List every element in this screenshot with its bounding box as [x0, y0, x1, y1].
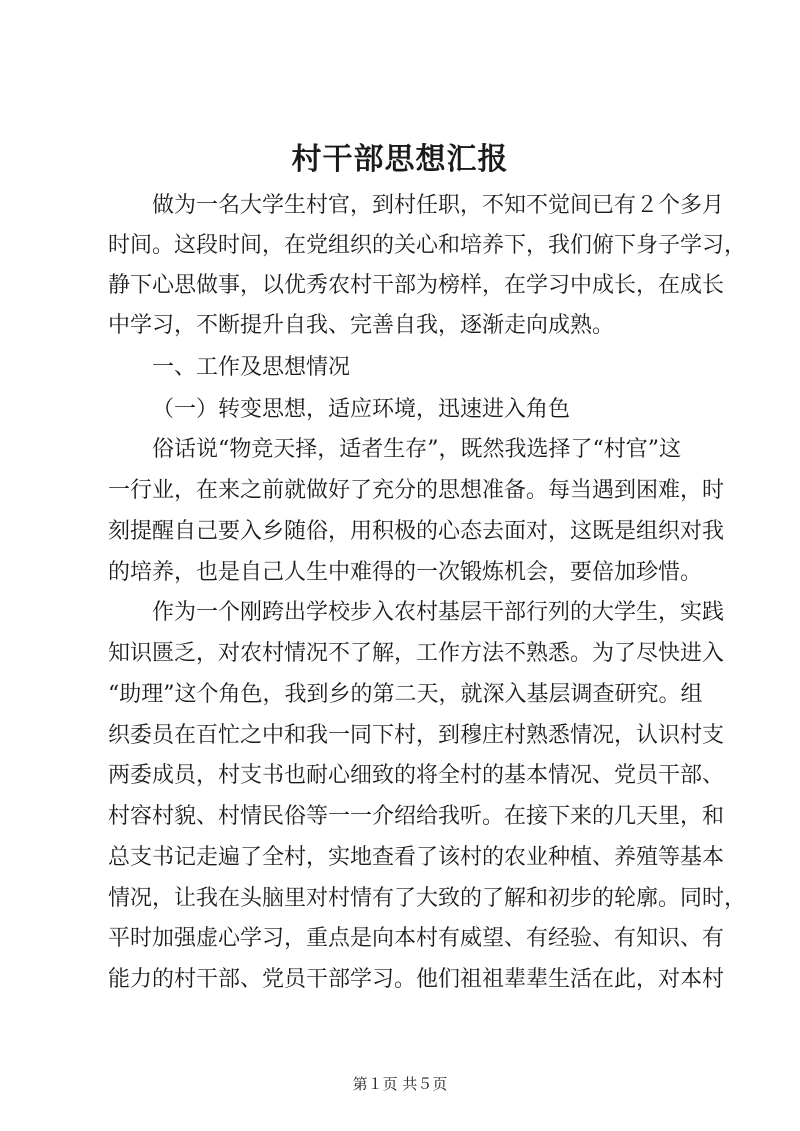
paragraph-line: 总支书记走遍了全村，实地查看了该村的农业种植、养殖等基本 — [108, 845, 725, 870]
paragraph-line: 中学习，不断提升自我、完善自我，逐渐走向成熟。 — [108, 313, 615, 338]
section-heading: 一、工作及思想情况 — [152, 355, 351, 380]
paragraph-line: 时间。这段时间，在党组织的关心和培养下，我们俯下身子学习， — [108, 233, 747, 258]
paragraph-line: 平时加强虚心学习，重点是向本村有威望、有经验、有知识、有 — [108, 926, 725, 951]
paragraph-line: 作为一个刚跨出学校步入农村基层干部行列的大学生，实践 — [152, 600, 725, 625]
paragraph-line: 静下心思做事，以优秀农村干部为榜样，在学习中成长，在成长 — [108, 273, 725, 298]
paragraph-line: 能力的村干部、党员干部学习。他们祖祖辈辈生活在此，对本村 — [108, 967, 725, 992]
paragraph-line: 做为一名大学生村官，到村任职，不知不觉间已有２个多月 — [152, 193, 725, 218]
paragraph-line: 俗话说“物竞天择，适者生存”，既然我选择了“村官”这 — [152, 437, 681, 462]
paragraph-line: 情况，让我在头脑里对村情有了大致的了解和初步的轮廓。同时， — [108, 886, 747, 911]
paragraph-line: 一行业，在来之前就做好了充分的思想准备。每当遇到困难，时 — [108, 478, 725, 503]
document-title: 村干部思想汇报 — [291, 142, 509, 177]
paragraph-line: 织委员在百忙之中和我一同下村，到穆庄村熟悉情况，认识村支 — [108, 723, 725, 748]
subsection-heading: （一）转变思想，适应环境，迅速进入角色 — [152, 397, 571, 422]
page-footer: 第１页 共５页 — [352, 1075, 448, 1093]
paragraph-line: 两委成员，村支书也耐心细致的将全村的基本情况、党员干部、 — [108, 763, 725, 788]
paragraph-line: 的培养，也是自己人生中难得的一次锻炼机会，要倍加珍惜。 — [108, 560, 703, 585]
paragraph-line: 刻提醒自己要入乡随俗，用积极的心态去面对，这既是组织对我 — [108, 519, 725, 544]
paragraph-line: “助理”这个角色，我到乡的第二天，就深入基层调查研究。组 — [108, 682, 703, 707]
paragraph-line: 知识匮乏，对农村情况不了解，工作方法不熟悉。为了尽快进入 — [108, 641, 725, 666]
paragraph-line: 村容村貌、村情民俗等一一介绍给我听。在接下来的几天里，和 — [108, 804, 725, 829]
